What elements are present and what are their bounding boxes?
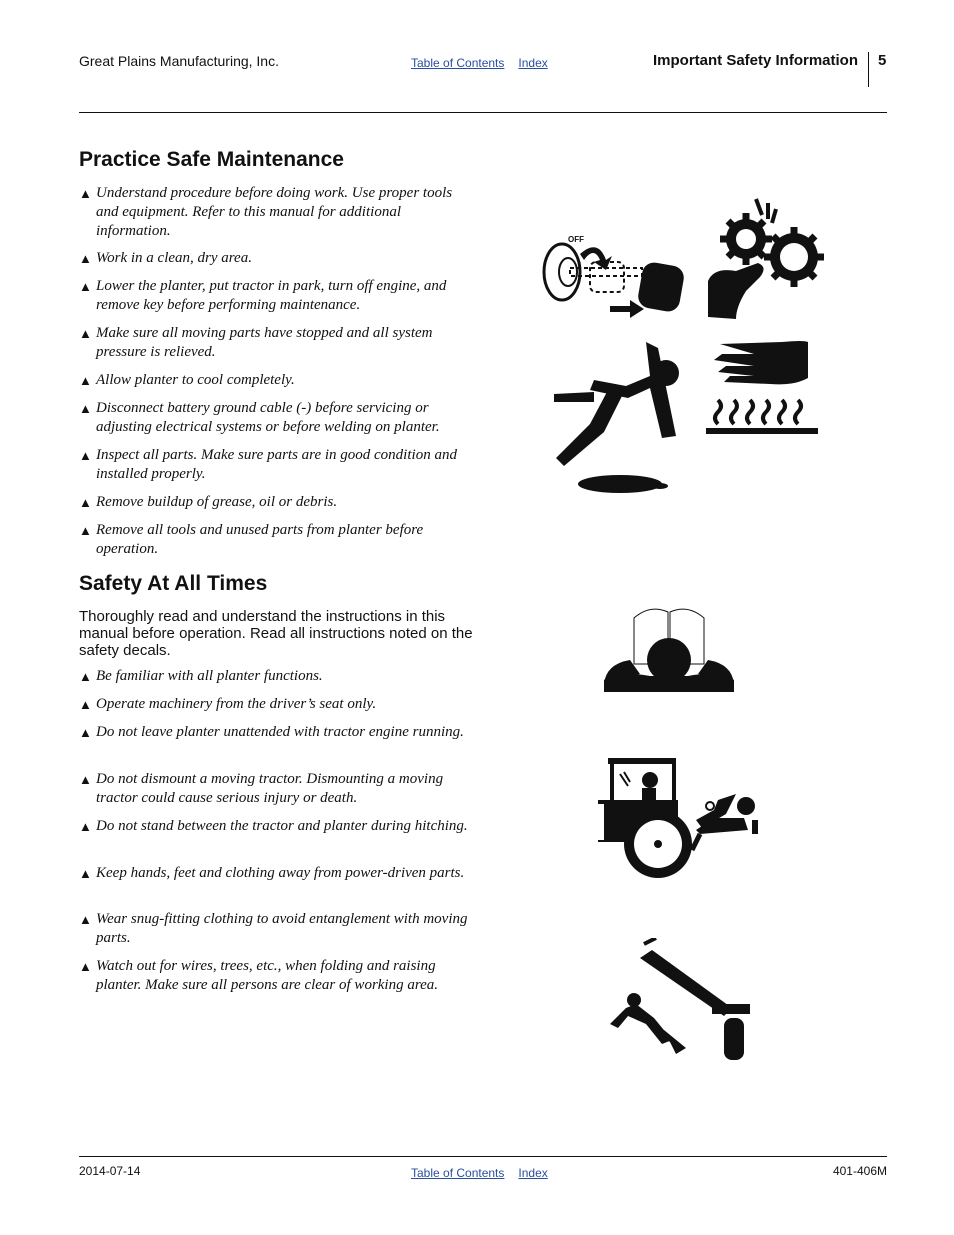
list-item: ▲ Inspect all parts. Make sure parts are in good condition and installed properly.: [79, 447, 457, 482]
bullet-triangle-icon: ▲: [79, 401, 92, 416]
bullet-triangle-icon: ▲: [79, 697, 92, 712]
list-item: ▲ Watch out for wires, trees, etc., when folding and raising planter. Make sure all persons are clear of working area.: [79, 958, 439, 993]
overhead-lines-icon: [606, 938, 756, 1064]
gear-entanglement-icon: [706, 197, 830, 319]
bullet-triangle-icon: ▲: [79, 959, 92, 974]
header-rule: [79, 112, 887, 113]
intro-paragraph: Thoroughly read and understand the instructions in this manual before operation. Read all instructions noted on the safety decals.: [79, 608, 473, 659]
bullet-triangle-icon: ▲: [79, 772, 92, 787]
toc-link[interactable]: Table of Contents: [411, 1166, 505, 1180]
index-link[interactable]: Index: [518, 1166, 548, 1180]
bullet-triangle-icon: ▲: [79, 251, 92, 266]
bullet-triangle-icon: ▲: [79, 279, 92, 294]
bullet-triangle-icon: ▲: [79, 866, 92, 881]
footer-rule: [79, 1156, 887, 1157]
bullet-triangle-icon: ▲: [79, 912, 92, 927]
hot-surface-icon: [704, 338, 822, 436]
list-item: ▲ Keep hands, feet and clothing away from power-driven parts.: [79, 865, 465, 881]
header-divider: [868, 52, 869, 87]
list-item: ▲ Do not dismount a moving tractor. Dismounting a moving tractor could cause serious injury or death.: [79, 771, 444, 806]
bullet-triangle-icon: ▲: [79, 373, 92, 388]
bullet-triangle-icon: ▲: [79, 326, 92, 341]
read-manual-icon: [600, 604, 738, 696]
list-item: ▲ Be familiar with all planter functions.: [79, 668, 323, 684]
list-item: ▲ Do not leave planter unattended with tractor engine running.: [79, 724, 464, 740]
list-item: ▲ Understand procedure before doing work. Use proper tools and equipment. Refer to this manual for additional information.: [79, 185, 453, 239]
footer-nav: [411, 1164, 562, 1182]
doc-number: 401-406M: [832, 1164, 887, 1178]
list-item: ▲ Do not stand between the tractor and planter during hitching.: [79, 818, 468, 834]
bullet-triangle-icon: ▲: [79, 819, 92, 834]
heading-practice-safe-maintenance: Practice Safe Maintenance: [79, 148, 344, 171]
list-item: ▲ Wear snug-fitting clothing to avoid entanglement with moving parts.: [79, 911, 468, 946]
bullet-triangle-icon: ▲: [79, 448, 92, 463]
page-number: 5: [878, 52, 887, 69]
section-title: Important Safety Information: [652, 52, 858, 69]
heading-safety-at-all-times: Safety At All Times: [79, 572, 268, 595]
list-item: ▲ Remove buildup of grease, oil or debris.: [79, 494, 338, 510]
slip-fall-icon: [550, 340, 690, 500]
list-item: ▲ Work in a clean, dry area.: [79, 250, 252, 266]
index-link[interactable]: Index: [518, 56, 548, 70]
list-item: ▲ Disconnect battery ground cable (-) before servicing or adjusting electrical systems or before welding on planter.: [79, 400, 440, 435]
bullet-triangle-icon: ▲: [79, 669, 92, 684]
footer-date: 2014-07-14: [79, 1164, 141, 1178]
bullet-triangle-icon: ▲: [79, 186, 92, 201]
list-item: ▲ Lower the planter, put tractor in park, turn off engine, and remove key before performing maintenance.: [79, 278, 447, 313]
toc-link[interactable]: Table of Contents: [411, 56, 505, 70]
list-item: ▲ Allow planter to cool completely.: [79, 372, 295, 388]
bullet-triangle-icon: ▲: [79, 523, 92, 538]
bullet-triangle-icon: ▲: [79, 725, 92, 740]
key-off-icon: [540, 230, 690, 322]
tractor-runover-icon: [596, 758, 760, 880]
key-off-label: OFF: [568, 235, 584, 244]
header-nav: [411, 54, 562, 72]
list-item: ▲ Make sure all moving parts have stopped and all system pressure is relieved.: [79, 325, 433, 360]
bullet-triangle-icon: ▲: [79, 495, 92, 510]
list-item: ▲ Remove all tools and unused parts from planter before operation.: [79, 522, 424, 557]
list-item: ▲ Operate machinery from the driver’s seat only.: [79, 696, 377, 712]
company-name: Great Plains Manufacturing, Inc.: [79, 53, 279, 69]
